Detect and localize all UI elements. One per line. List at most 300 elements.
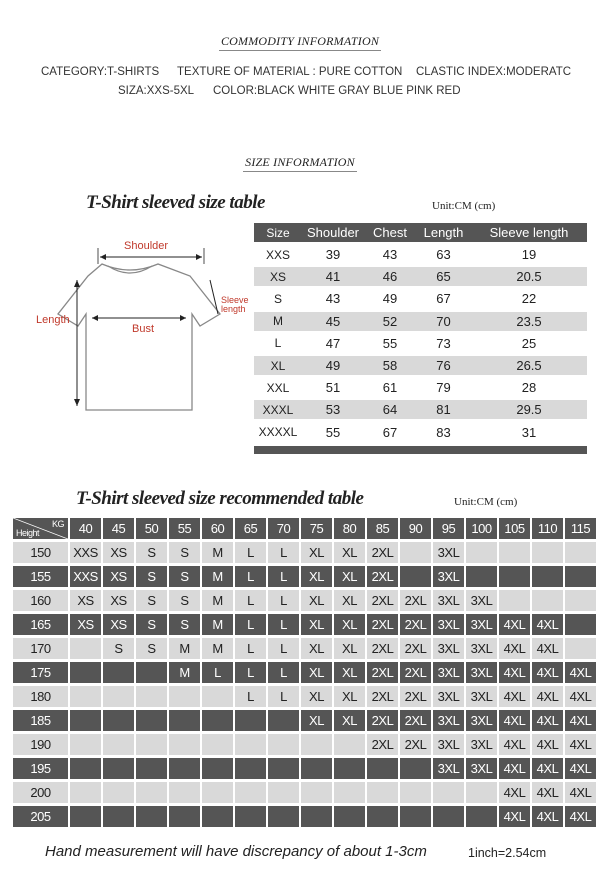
size-recommendation-cell: 4XL — [565, 806, 596, 827]
size-recommendation-cell: XS — [103, 542, 134, 563]
size-recommendation-cell — [235, 806, 266, 827]
size-table-header-cell: Sleeve length — [489, 225, 569, 240]
height-cell: 205 — [13, 806, 68, 827]
size-table-row — [254, 267, 587, 286]
size-recommendation-cell: L — [268, 614, 299, 635]
category-text: CATEGORY:T-SHIRTS — [41, 66, 160, 78]
size-recommendation-cell: 3XL — [466, 590, 497, 611]
size-recommendation-cell — [268, 758, 299, 779]
size-table-cell: 67 — [382, 424, 398, 440]
size-recommendation-cell: 2XL — [367, 542, 398, 563]
size-recommendation-cell — [466, 806, 497, 827]
size-recommendation-cell: 2XL — [400, 638, 431, 659]
size-recommendation-cell: 4XL — [499, 710, 530, 731]
weight-header-cell: 50 — [136, 518, 167, 539]
size-recommendation-cell: S — [169, 614, 200, 635]
size-recommendation-cell — [136, 758, 167, 779]
size-table-cell: 45 — [325, 313, 341, 329]
size-recommendation-cell: L — [235, 566, 266, 587]
height-label: Height — [16, 528, 40, 538]
size-table-cell: XL — [270, 358, 286, 373]
size-table-cell: S — [273, 291, 282, 306]
size-recommendation-cell: M — [169, 638, 200, 659]
size-recommendation-cell — [136, 734, 167, 755]
sleeve-label-2: length — [221, 304, 246, 314]
size-recommendation-cell: S — [136, 638, 167, 659]
size-recommendation-cell: 4XL — [532, 806, 563, 827]
size-recommendation-cell: XS — [103, 566, 134, 587]
size-table-cell: 55 — [382, 335, 398, 351]
size-table-cell: XS — [269, 269, 286, 284]
size-recommendation-cell: L — [235, 542, 266, 563]
size-recommendation-cell — [301, 782, 332, 803]
size-recommendation-cell — [433, 806, 464, 827]
size-recommendation-cell — [268, 710, 299, 731]
size-recommendation-cell — [136, 806, 167, 827]
size-recommendation-cell: 4XL — [565, 686, 596, 707]
size-recommendation-cell: XL — [301, 614, 332, 635]
height-weight-corner — [13, 518, 68, 539]
size-recommendation-cell: S — [136, 614, 167, 635]
size-recommendation-cell — [136, 710, 167, 731]
size-recommendation-cell — [202, 806, 233, 827]
size-table-cell: L — [274, 336, 282, 351]
sleeve-label-1: Sleeve — [221, 295, 249, 305]
recommended-table-row — [13, 734, 598, 755]
height-cell: 175 — [13, 662, 68, 683]
size-recommendation-cell — [169, 686, 200, 707]
size-table-cell: 63 — [436, 247, 451, 262]
size-recommendation-cell: 2XL — [400, 662, 431, 683]
weight-header-cell: 40 — [70, 518, 101, 539]
size-table-cell: 43 — [382, 247, 398, 262]
size-table-cell: 79 — [436, 380, 451, 396]
size-table-cell: 47 — [325, 335, 341, 351]
size-recommendation-cell — [103, 710, 134, 731]
size-recommendation-cell: 3XL — [433, 542, 464, 563]
size-recommendation-cell: XXS — [70, 542, 101, 563]
size-table-header — [254, 223, 587, 242]
size-recommendation-cell — [565, 542, 596, 563]
size-recommendation-cell: 4XL — [565, 734, 596, 755]
size-recommendation-cell — [334, 758, 365, 779]
size-table-header-cell: Size — [266, 225, 290, 240]
size-recommendation-cell: 4XL — [499, 638, 530, 659]
size-recommendation-cell: L — [268, 590, 299, 611]
size-table-cell: 81 — [436, 402, 451, 418]
weight-header-cell: 55 — [169, 518, 200, 539]
size-recommendation-cell — [202, 782, 233, 803]
recommended-table-row — [13, 566, 598, 587]
size-recommendation-cell: 3XL — [466, 614, 497, 635]
size-recommendation-cell — [565, 614, 596, 635]
size-recommendation-cell — [70, 758, 101, 779]
size-recommendation-cell: 2XL — [400, 734, 431, 755]
size-table-row — [254, 423, 587, 442]
size-recommendation-cell: S — [169, 590, 200, 611]
size-recommendation-cell: 4XL — [532, 758, 563, 779]
size-table-cell: 67 — [436, 291, 451, 307]
size-table-cell: 19 — [521, 247, 537, 262]
size-recommendation-cell: S — [103, 638, 134, 659]
size-recommendation-cell — [400, 758, 431, 779]
size-table-row — [254, 356, 587, 375]
size-recommendation-cell: L — [235, 686, 266, 707]
size-recommendation-cell — [334, 734, 365, 755]
size-recommendation-cell — [235, 734, 266, 755]
weight-header-cell: 65 — [235, 518, 266, 539]
size-recommendation-cell: M — [202, 566, 233, 587]
size-recommendation-cell — [70, 806, 101, 827]
size-recommendation-cell: 4XL — [565, 662, 596, 683]
size-recommendation-cell: L — [268, 542, 299, 563]
size-table-cell: 53 — [325, 402, 341, 418]
size-recommendation-cell — [367, 782, 398, 803]
size-recommendation-cell: XL — [301, 686, 332, 707]
size-recommendation-cell — [268, 734, 299, 755]
size-recommendation-cell — [400, 782, 431, 803]
size-table-cell: 31 — [521, 424, 537, 440]
size-recommendation-cell: 4XL — [499, 662, 530, 683]
size-table-row — [254, 378, 587, 397]
size-recommendation-cell: L — [202, 662, 233, 683]
size-recommendation-cell: 2XL — [400, 614, 431, 635]
weight-header-cell: 110 — [532, 518, 563, 539]
size-recommendation-cell — [400, 566, 431, 587]
size-recommendation-cell — [103, 758, 134, 779]
size-recommendation-cell: 3XL — [466, 758, 497, 779]
weight-header-cell: 60 — [202, 518, 233, 539]
size-recommendation-cell: L — [268, 566, 299, 587]
size-table-cell: 76 — [436, 358, 451, 373]
kg-label: KG — [51, 519, 64, 529]
size-recommendation-cell: 3XL — [466, 638, 497, 659]
size-recommendation-cell: 2XL — [400, 590, 431, 611]
recommended-table-row — [13, 614, 598, 635]
height-cell: 195 — [13, 758, 68, 779]
bust-label: Bust — [132, 323, 155, 335]
size-recommendation-cell: XL — [301, 710, 332, 731]
size-recommendation-cell: M — [169, 662, 200, 683]
size-table-row — [254, 312, 587, 331]
height-cell: 155 — [13, 566, 68, 587]
recommended-table-row — [13, 638, 598, 659]
size-recommendation-cell: 4XL — [532, 686, 563, 707]
size-recommendation-cell: M — [202, 590, 233, 611]
recommended-table-row — [13, 758, 598, 779]
size-recommendation-cell — [103, 734, 134, 755]
size-recommendation-cell: XL — [301, 590, 332, 611]
size-recommendation-cell — [367, 758, 398, 779]
size-table-cell: XXS — [265, 247, 290, 262]
size-recommendation-cell — [565, 566, 596, 587]
size-recommendation-cell: 2XL — [367, 710, 398, 731]
size-recommendation-cell — [103, 806, 134, 827]
size-recommendation-cell — [103, 686, 134, 707]
size-recommendation-cell — [169, 710, 200, 731]
size-recommendation-cell: L — [268, 662, 299, 683]
size-recommendation-cell: 3XL — [433, 638, 464, 659]
size-table-cell: 29.5 — [516, 402, 542, 418]
size-recommendation-cell: 4XL — [499, 686, 530, 707]
recommended-table-row — [13, 806, 598, 827]
size-recommendation-cell: XL — [301, 542, 332, 563]
weight-header-cell: 75 — [301, 518, 332, 539]
size-recommendation-cell: 2XL — [400, 710, 431, 731]
size-recommendation-cell: XL — [334, 662, 365, 683]
size-recommendation-cell: S — [136, 542, 167, 563]
size-recommendation-cell: 2XL — [400, 686, 431, 707]
size-table-cell: 41 — [325, 269, 341, 285]
size-recommendation-cell: XL — [334, 638, 365, 659]
size-recommendation-cell — [103, 662, 134, 683]
size-recommendation-cell: 2XL — [367, 638, 398, 659]
size-table-cell: XXXL — [262, 402, 294, 417]
size-table-row — [254, 400, 587, 419]
size-recommendation-cell — [169, 782, 200, 803]
size-recommendation-cell: XL — [334, 686, 365, 707]
size-recommendation-cell — [565, 590, 596, 611]
recommended-table-row — [13, 590, 598, 611]
size-recommendation-cell — [169, 758, 200, 779]
size-recommendation-cell — [70, 686, 101, 707]
weight-header-cell: 95 — [433, 518, 464, 539]
size-recommendation-cell: L — [268, 638, 299, 659]
tshirt-diagram — [30, 234, 249, 414]
size-recommendation-cell — [202, 686, 233, 707]
size-recommendation-cell — [532, 590, 563, 611]
size-recommendation-cell: 4XL — [499, 734, 530, 755]
size-recommendation-cell — [136, 662, 167, 683]
size-recommendation-cell: M — [202, 542, 233, 563]
size-recommendation-cell: 4XL — [532, 710, 563, 731]
recommended-table-row — [13, 710, 598, 731]
size-range-text: SIZA:XXS-5XL — [118, 85, 195, 97]
recommended-table-row — [13, 782, 598, 803]
length-label: Length — [36, 314, 70, 326]
weight-header-cell: 100 — [466, 518, 497, 539]
size-recommendation-cell: S — [136, 590, 167, 611]
size-recommendation-cell: S — [169, 542, 200, 563]
size-recommendation-cell: 3XL — [433, 686, 464, 707]
size-recommendation-cell: XL — [334, 542, 365, 563]
size-recommendation-cell — [268, 782, 299, 803]
size-recommendation-cell: 3XL — [466, 686, 497, 707]
size-recommendation-cell — [400, 806, 431, 827]
size-recommendation-cell — [532, 542, 563, 563]
size-recommendation-cell — [334, 782, 365, 803]
shoulder-label: Shoulder — [124, 240, 169, 252]
size-recommendation-cell: 4XL — [532, 782, 563, 803]
size-recommendation-cell — [202, 710, 233, 731]
size-table-cell: 58 — [382, 358, 398, 373]
weight-header-cell: 45 — [103, 518, 134, 539]
size-recommendation-cell — [466, 542, 497, 563]
height-cell: 200 — [13, 782, 68, 803]
size-table-cell: 25 — [521, 335, 537, 351]
discrepancy-note: Hand measurement will have discrepancy of about 1-3cm — [45, 843, 427, 860]
recommended-table-title: T-Shirt sleeved size recommended table — [76, 488, 364, 509]
size-recommendation-cell: 2XL — [367, 566, 398, 587]
size-table-header-cell: Length — [423, 225, 464, 240]
size-recommendation-cell: 2XL — [367, 614, 398, 635]
weight-header-cell: 115 — [565, 518, 596, 539]
size-recommendation-cell: 4XL — [499, 614, 530, 635]
size-recommendation-cell — [169, 734, 200, 755]
recommended-table-row — [13, 662, 598, 683]
color-text: COLOR:BLACK WHITE GRAY BLUE PINK RED — [213, 85, 461, 97]
size-recommendation-cell — [169, 806, 200, 827]
size-table-cell: 83 — [436, 424, 451, 440]
size-recommendation-cell: XS — [103, 614, 134, 635]
size-table-cell: 28 — [521, 380, 537, 396]
size-recommendation-cell: 2XL — [367, 590, 398, 611]
recommended-table-row — [13, 542, 598, 563]
size-table-cell: 49 — [325, 358, 341, 373]
size-table-cell: 49 — [382, 291, 398, 307]
weight-header-cell: 90 — [400, 518, 431, 539]
size-recommendation-cell — [499, 566, 530, 587]
size-recommendation-cell: 3XL — [433, 590, 464, 611]
size-recommendation-cell: 3XL — [433, 734, 464, 755]
size-table-cell: 61 — [382, 380, 398, 396]
size-table-cell: 55 — [325, 424, 341, 440]
height-cell: 170 — [13, 638, 68, 659]
size-recommendation-cell — [70, 782, 101, 803]
size-recommendation-cell — [70, 662, 101, 683]
size-recommendation-cell: 3XL — [433, 662, 464, 683]
size-recommendation-cell: XS — [103, 590, 134, 611]
size-recommendation-cell: XL — [301, 662, 332, 683]
size-recommendation-cell: L — [235, 638, 266, 659]
height-cell: 160 — [13, 590, 68, 611]
size-recommendation-cell — [334, 806, 365, 827]
size-table-cell: XXL — [266, 380, 290, 395]
size-table-row — [254, 245, 587, 264]
size-table-footer-bar — [254, 446, 587, 454]
size-recommendation-cell — [202, 758, 233, 779]
weight-header-cell: 105 — [499, 518, 530, 539]
size-recommendation-cell — [565, 638, 596, 659]
size-recommendation-cell: S — [136, 566, 167, 587]
height-cell: 190 — [13, 734, 68, 755]
height-cell: 165 — [13, 614, 68, 635]
size-recommendation-cell — [400, 542, 431, 563]
size-recommendation-cell: 2XL — [367, 662, 398, 683]
size-table-title: T-Shirt sleeved size table — [86, 192, 265, 213]
size-recommendation-cell: 3XL — [433, 710, 464, 731]
size-table-cell: 43 — [325, 291, 341, 307]
size-recommendation-cell — [136, 782, 167, 803]
weight-header-cell: 80 — [334, 518, 365, 539]
size-recommendation-cell: XXS — [70, 566, 101, 587]
size-table-cell: 51 — [325, 380, 341, 396]
size-recommendation-cell: XL — [334, 710, 365, 731]
size-recommendation-cell: 4XL — [499, 758, 530, 779]
size-recommendation-cell — [202, 734, 233, 755]
size-recommendation-cell: 4XL — [532, 638, 563, 659]
size-recommendation-cell: 3XL — [466, 734, 497, 755]
size-recommendation-cell: 4XL — [532, 734, 563, 755]
size-recommendation-cell: 4XL — [565, 758, 596, 779]
size-table-cell: 26.5 — [516, 358, 542, 373]
size-recommendation-cell: L — [235, 590, 266, 611]
size-table-cell: M — [273, 314, 283, 329]
size-table-row — [254, 334, 587, 353]
height-cell: 185 — [13, 710, 68, 731]
size-table-cell: 70 — [436, 313, 451, 329]
size-recommendation-cell: L — [235, 662, 266, 683]
size-table-cell: 23.5 — [516, 313, 542, 329]
size-recommendation-cell — [499, 542, 530, 563]
size-recommendation-cell — [70, 638, 101, 659]
size-recommendation-cell: 2XL — [367, 686, 398, 707]
size-recommendation-cell — [235, 710, 266, 731]
elastic-text: CLASTIC INDEX:MODERATC — [416, 66, 572, 78]
size-recommendation-cell: XS — [70, 614, 101, 635]
size-recommendation-cell: 3XL — [433, 566, 464, 587]
size-recommendation-cell — [70, 710, 101, 731]
size-recommendation-cell — [136, 686, 167, 707]
size-recommendation-cell — [70, 734, 101, 755]
size-info-heading: SIZE INFORMATION — [0, 155, 600, 170]
size-recommendation-cell: M — [202, 638, 233, 659]
size-recommendation-cell: XL — [334, 566, 365, 587]
size-recommendation-cell — [532, 566, 563, 587]
size-table-row — [254, 289, 587, 308]
size-recommendation-cell: 4XL — [565, 782, 596, 803]
size-recommendation-cell: 3XL — [433, 614, 464, 635]
size-recommendation-cell: XL — [301, 566, 332, 587]
size-table-header-cell: Chest — [373, 225, 407, 240]
size-recommendation-cell: 4XL — [532, 662, 563, 683]
size-table-cell: 22 — [521, 291, 537, 307]
size-recommendation-cell: 3XL — [466, 710, 497, 731]
weight-header-cell: 85 — [367, 518, 398, 539]
size-recommendation-cell: L — [268, 686, 299, 707]
size-recommendation-cell: M — [202, 614, 233, 635]
size-recommendation-cell — [301, 734, 332, 755]
commodity-heading: COMMODITY INFORMATION — [0, 34, 600, 49]
size-table-cell: 73 — [436, 335, 451, 351]
size-recommendation-cell — [301, 806, 332, 827]
size-table-cell: XXXXL — [258, 425, 298, 440]
height-cell: 150 — [13, 542, 68, 563]
size-recommendation-cell — [103, 782, 134, 803]
size-recommendation-cell — [466, 782, 497, 803]
size-recommendation-cell — [499, 590, 530, 611]
size-recommendation-cell — [466, 566, 497, 587]
inch-conversion: 1inch=2.54cm — [468, 846, 547, 860]
size-recommendation-cell — [235, 782, 266, 803]
size-recommendation-cell: 2XL — [367, 734, 398, 755]
size-recommendation-cell — [235, 758, 266, 779]
size-recommendation-cell — [433, 782, 464, 803]
weight-header-cell: 70 — [268, 518, 299, 539]
size-table-header-cell: Shoulder — [306, 225, 360, 240]
size-recommendation-cell: L — [235, 614, 266, 635]
size-recommendation-cell: 4XL — [499, 782, 530, 803]
size-recommendation-cell — [367, 806, 398, 827]
size-recommendation-cell: XS — [70, 590, 101, 611]
size-table-cell: 65 — [436, 269, 451, 285]
size-recommendation-cell: S — [169, 566, 200, 587]
size-table-cell: 52 — [382, 313, 398, 329]
size-recommendation-cell: 4XL — [532, 614, 563, 635]
size-recommendation-cell: 3XL — [433, 758, 464, 779]
texture-text: TEXTURE OF MATERIAL : PURE COTTON — [177, 66, 403, 78]
size-recommendation-cell: XL — [301, 638, 332, 659]
